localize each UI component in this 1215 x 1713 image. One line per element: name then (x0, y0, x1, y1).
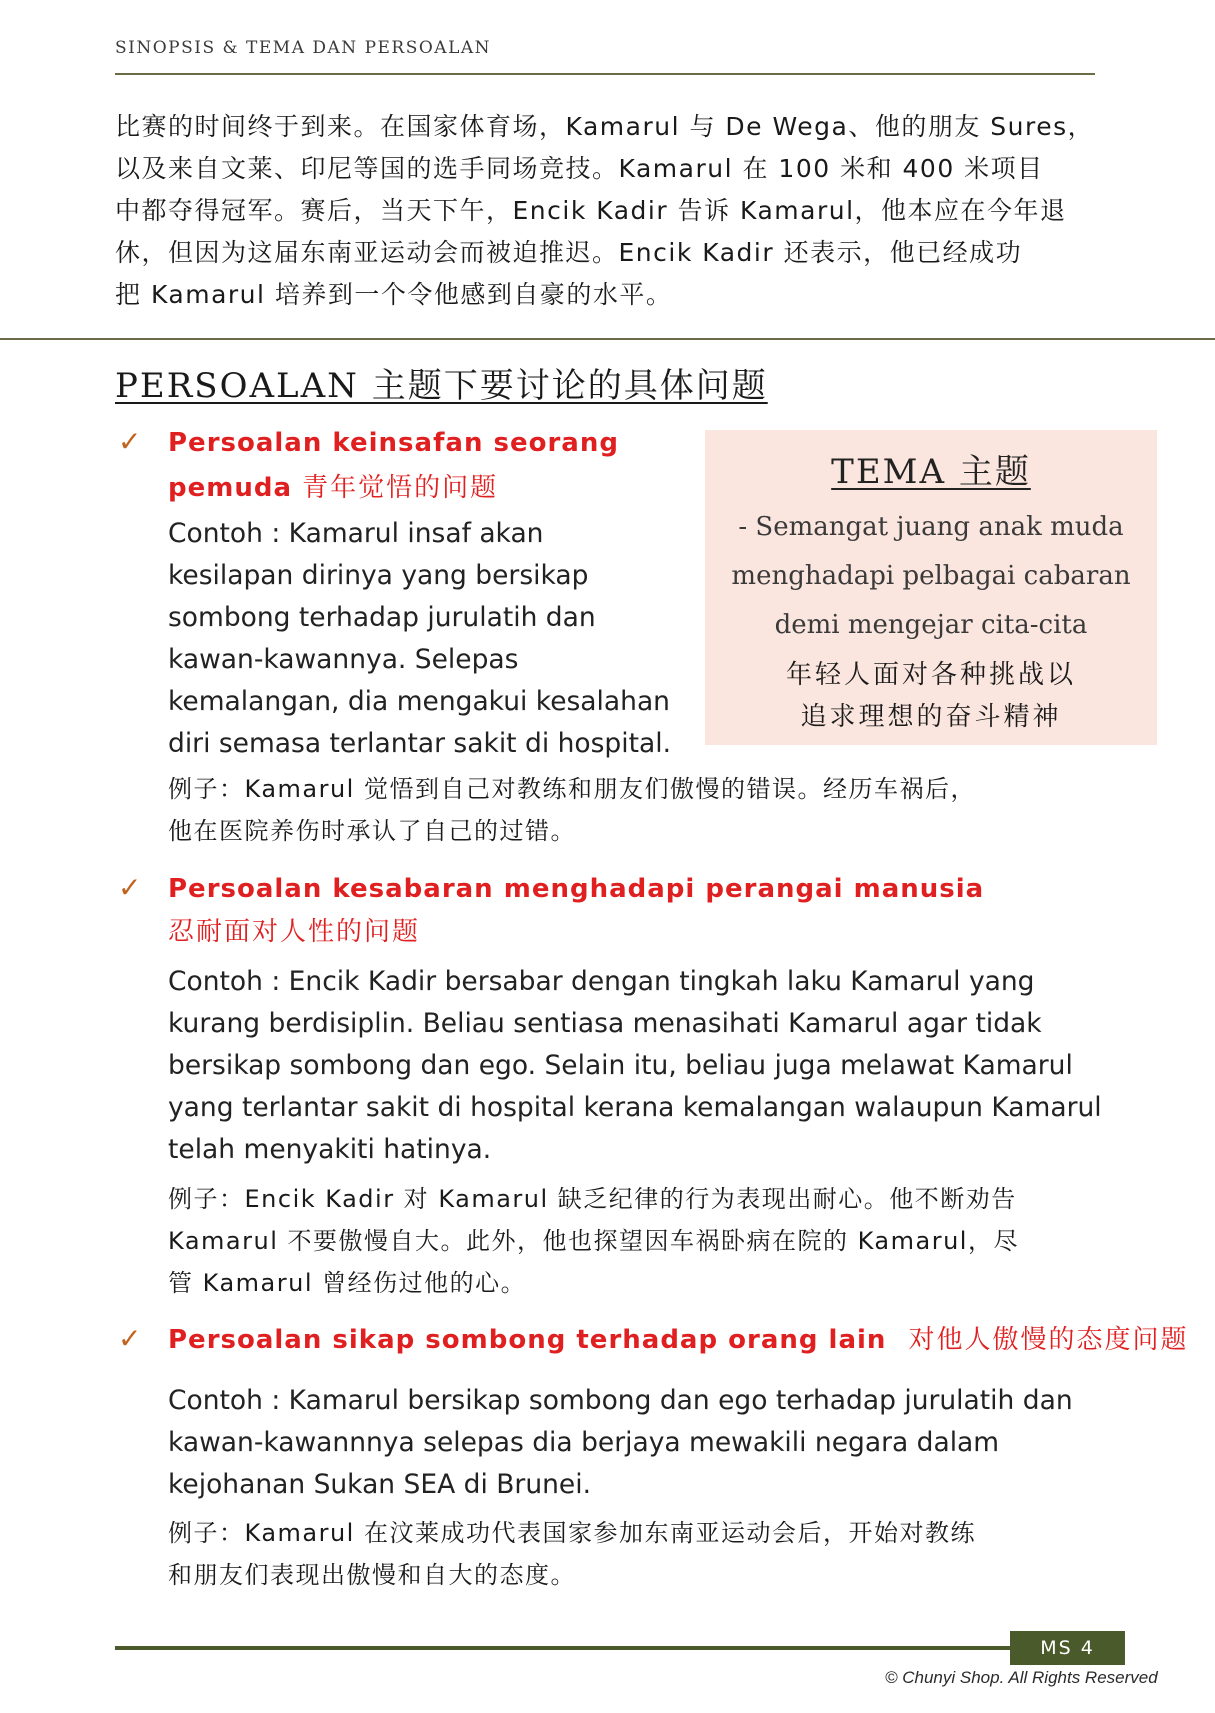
synopsis-line: 以及来自文莱、印尼等国的选手同场竞技。Kamarul 在 100 米和 400 米项目 (115, 154, 1044, 183)
tema-line: - Semangat juang anak muda (738, 512, 1124, 542)
persoalan-2-title (168, 867, 984, 952)
synopsis-line: 中都夺得冠军。赛后，当天下午，Encik Kadir 告诉 Kamarul，他本应在今年退 (115, 196, 1067, 225)
example-line: diri semasa terlantar sakit di hospital. (168, 728, 672, 759)
checkmark-icon: ✓ (118, 871, 142, 904)
page-number-badge: MS 4 (1010, 1631, 1125, 1665)
example-line: kesilapan dirinya yang bersikap (168, 560, 589, 591)
tema-line: demi mengejar cita-cita (774, 610, 1088, 640)
example-line: 管 Kamarul 曾经伤过他的心。 (168, 1269, 527, 1297)
example-line: Contoh : Kamarul bersikap sombong dan ego terhadap jurulatih dan (168, 1385, 1073, 1416)
persoalan-1-example-ms (168, 513, 671, 765)
example-line: telah menyakiti hatinya. (168, 1134, 492, 1165)
example-line: kemalangan, dia mengakui kesalahan (168, 686, 670, 717)
synopsis-line: 休，但因为这届东南亚运动会而被迫推迟。Encik Kadir 还表示，他已经成功 (115, 238, 1023, 267)
section-divider (0, 338, 1215, 340)
header-divider (115, 73, 1095, 75)
section-title: PERSOALAN 主题下要讨论的具体问题 (115, 366, 768, 406)
example-line: 例子：Kamarul 在汶莱成功代表国家参加东南亚运动会后，开始对教练 (168, 1519, 976, 1547)
persoalan-title-text: pemuda (168, 473, 293, 503)
tema-chinese-text (705, 654, 1157, 738)
persoalan-3-title (168, 1318, 1189, 1363)
tema-line: 年轻人面对各种挑战以 (785, 660, 1076, 690)
header-label: SINOPSIS & TEMA DAN PERSOALAN (115, 38, 492, 58)
example-line: Kamarul 不要傲慢自大。此外，他也探望因车祸卧病在院的 Kamarul，尽 (168, 1227, 1019, 1255)
example-line: kurang berdisiplin. Beliau sentiasa menasihati Kamarul agar tidak (168, 1008, 1042, 1039)
example-line: kawan-kawannya. Selepas (168, 644, 519, 675)
example-line: Contoh : Encik Kadir bersabar dengan tingkah laku Kamarul yang (168, 966, 1035, 997)
example-line: 例子：Kamarul 觉悟到自己对教练和朋友们傲慢的错误。经历车祸后， (168, 775, 976, 803)
tema-title: TEMA 主题 (831, 452, 1031, 492)
tema-line: menghadapi pelbagai cabaran (731, 561, 1131, 591)
example-line: 他在医院养伤时承认了自己的过错。 (168, 817, 576, 845)
persoalan-title-line (168, 466, 619, 511)
tema-box (705, 430, 1157, 745)
example-line: Contoh : Kamarul insaf akan (168, 518, 544, 549)
checkmark-icon: ✓ (118, 1322, 142, 1355)
tema-line: 追求理想的奋斗精神 (800, 702, 1062, 732)
example-line: bersikap sombong dan ego. Selain itu, beliau juga melawat Kamarul (168, 1050, 1073, 1081)
persoalan-title-line: Persoalan keinsafan seorang (168, 428, 619, 458)
persoalan-2-example-ms (168, 961, 1102, 1171)
persoalan-1-title (168, 421, 619, 511)
example-line: yang terlantar sakit di hospital kerana kemalangan walaupun Kamarul (168, 1092, 1102, 1123)
footer-divider (115, 1646, 1010, 1650)
persoalan-2-example-zh (168, 1178, 1019, 1304)
persoalan-1-example-zh (168, 768, 976, 852)
example-line: sombong terhadap jurulatih dan (168, 602, 596, 633)
persoalan-3-example-zh (168, 1512, 976, 1596)
persoalan-title-zh: 对他人傲慢的态度问题 (908, 1325, 1189, 1355)
example-line: kejohanan Sukan SEA di Brunei. (168, 1469, 592, 1500)
checkmark-icon: ✓ (118, 425, 142, 458)
persoalan-3-example-ms (168, 1380, 1073, 1506)
example-line: kawan-kawannnya selepas dia berjaya mewakili negara dalam (168, 1427, 1000, 1458)
synopsis-line: 把 Kamarul 培养到一个令他感到自豪的水平。 (115, 280, 673, 309)
synopsis-line: 比赛的时间终于到来。在国家体育场，Kamarul 与 De Wega、他的朋友 Sures， (115, 112, 1095, 141)
example-line: 例子：Encik Kadir 对 Kamarul 缺乏纪律的行为表现出耐心。他不断劝告 (168, 1185, 1017, 1213)
persoalan-title-text: Persoalan sikap sombong terhadap orang lain (168, 1325, 887, 1355)
copyright-notice: © Chunyi Shop. All Rights Reserved (885, 1668, 1158, 1687)
example-line: 和朋友们表现出傲慢和自大的态度。 (168, 1561, 576, 1589)
synopsis-paragraph (115, 106, 1135, 316)
persoalan-title-zh: 青年觉悟的问题 (302, 473, 499, 503)
persoalan-title-line: Persoalan kesabaran menghadapi perangai manusia (168, 874, 985, 904)
persoalan-title-zh: 忍耐面对人性的问题 (168, 917, 421, 947)
tema-malay-text (705, 503, 1157, 650)
